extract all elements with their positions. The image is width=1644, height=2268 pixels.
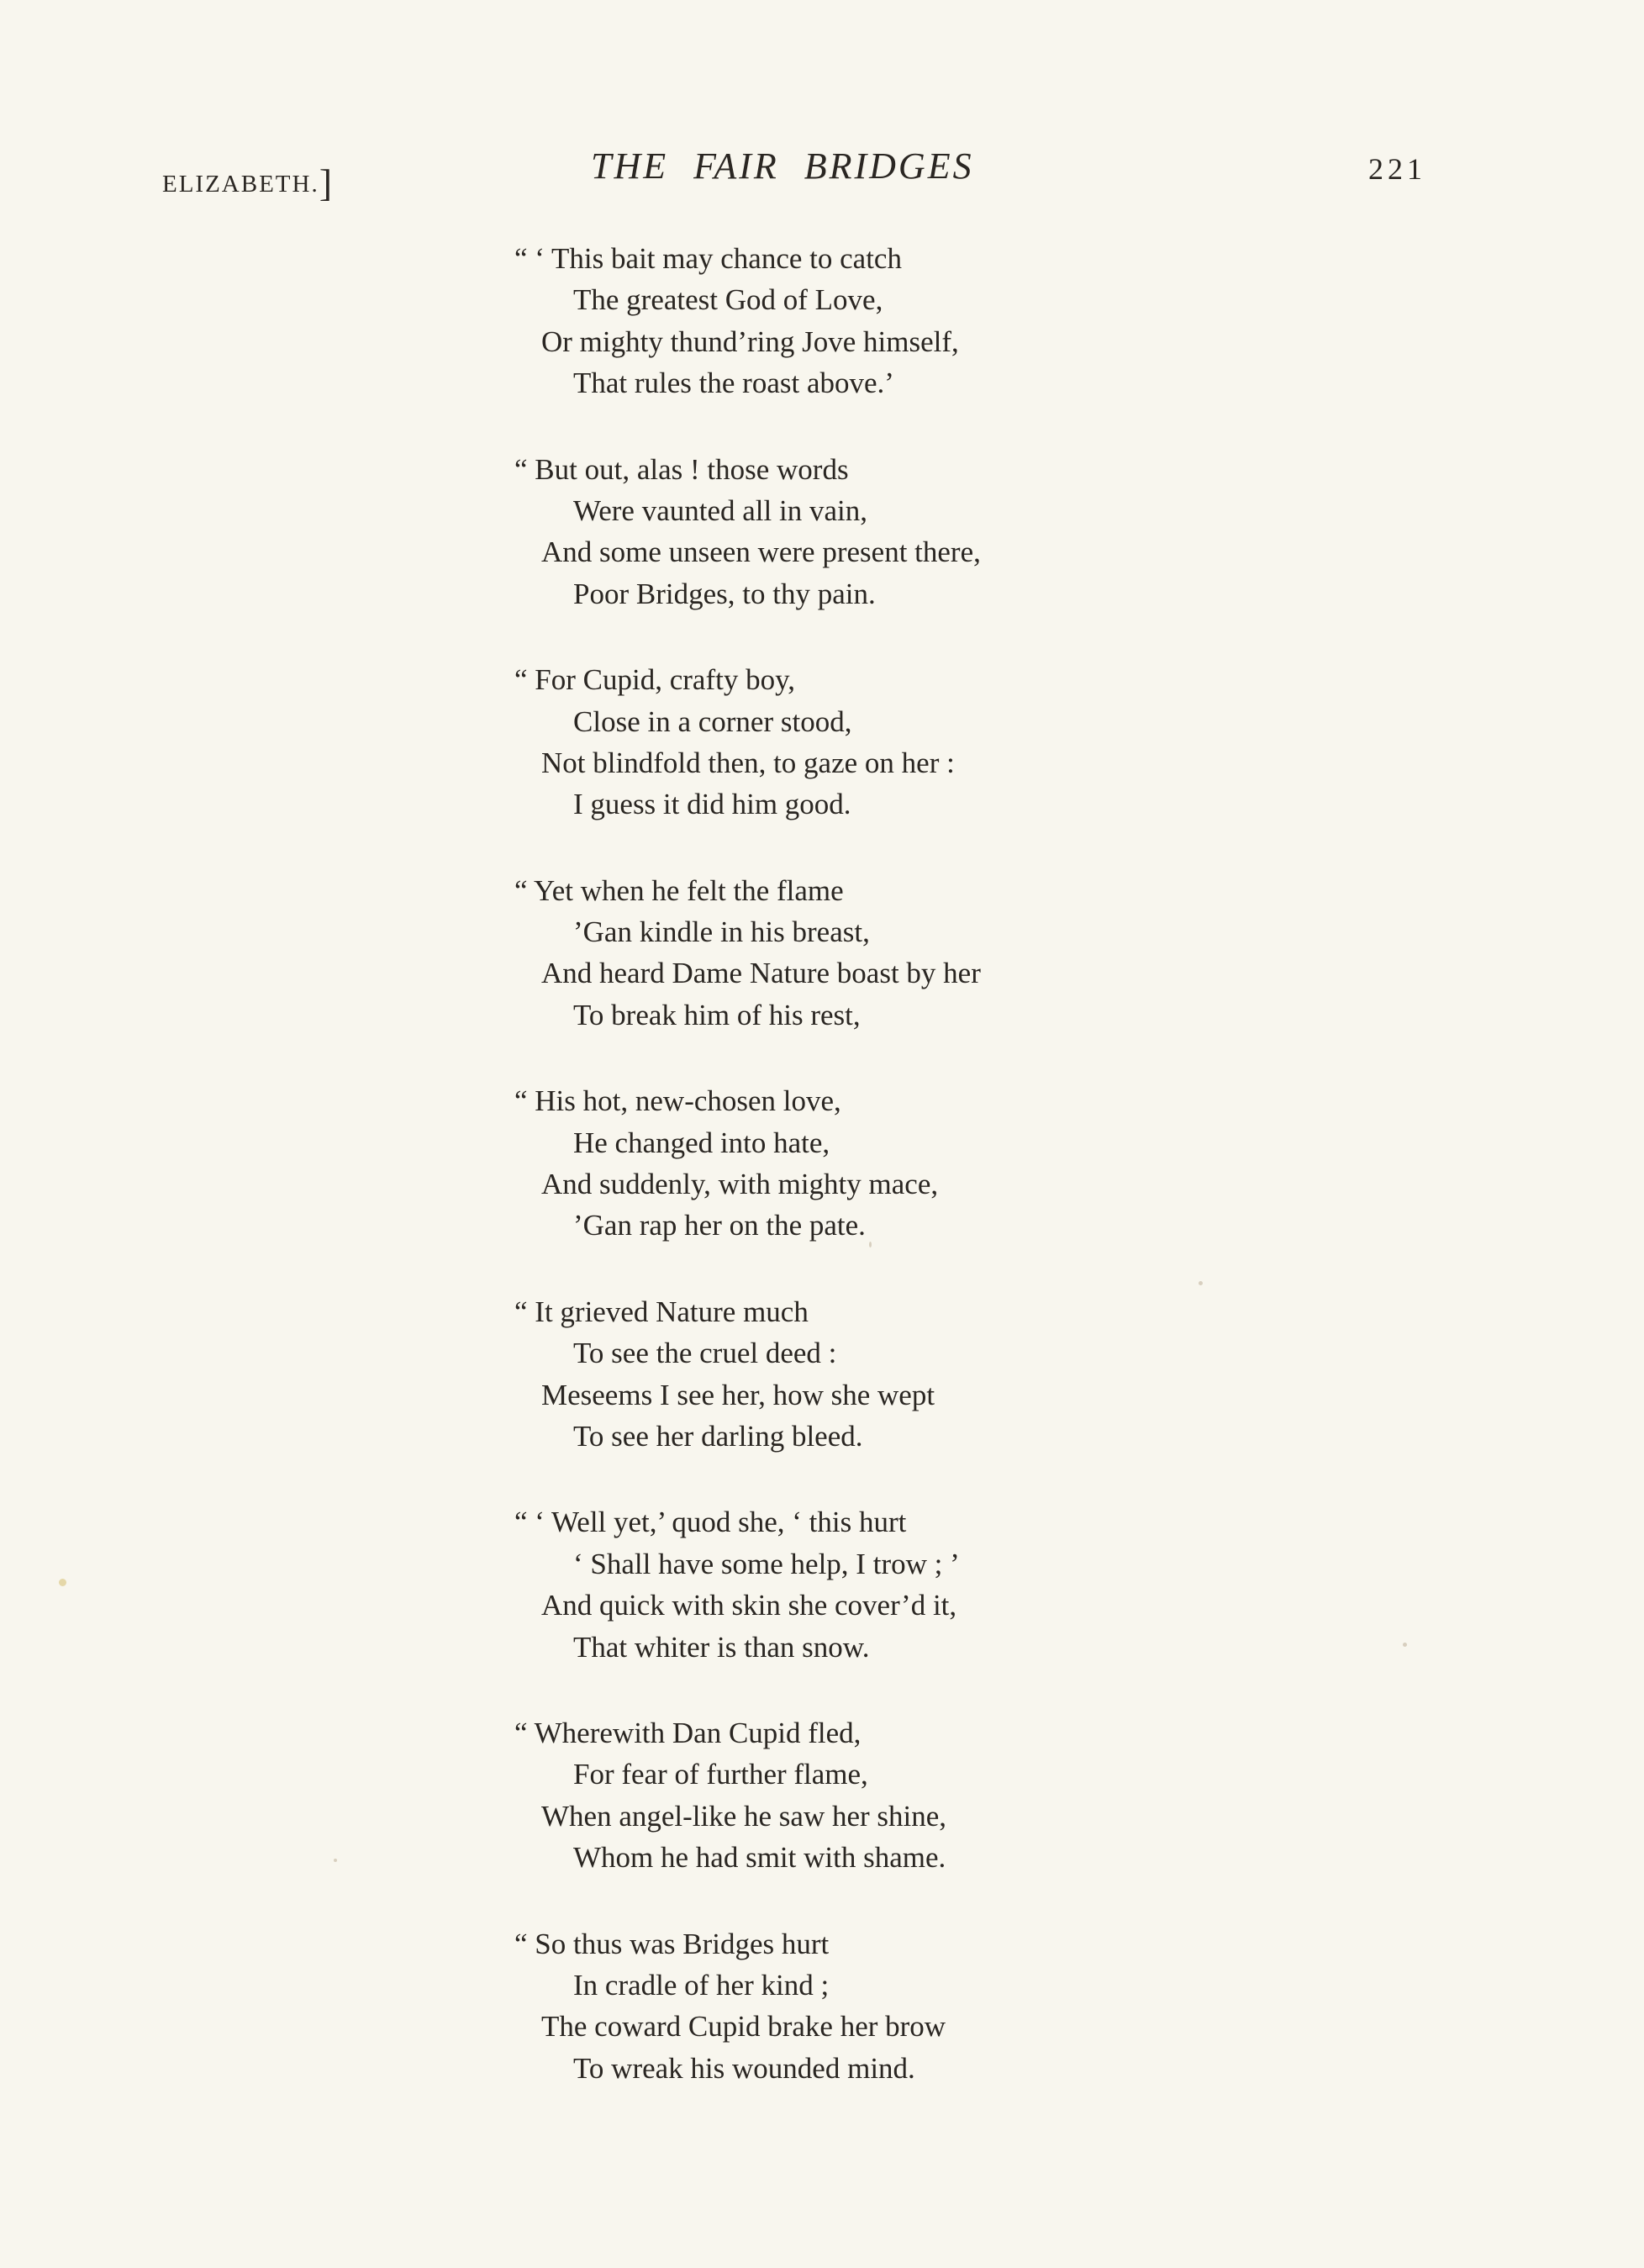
poem-line: Not blindfold then, to gaze on her : bbox=[541, 746, 955, 779]
poem-line: He changed into hate, bbox=[573, 1126, 830, 1159]
poem-line: To see her darling bleed. bbox=[573, 1419, 863, 1453]
page-title: THE FAIR BRIDGES bbox=[591, 145, 974, 187]
poem-line: The greatest God of Love, bbox=[573, 283, 883, 317]
poem bbox=[508, 238, 1181, 2134]
poem-line: That whiter is than snow. bbox=[573, 1630, 870, 1664]
poem-line: “ Wherewith Dan Cupid fled, bbox=[514, 1716, 862, 1749]
poem-line: Meseems I see her, how she wept bbox=[541, 1378, 935, 1411]
poem-line: I guess it did him good. bbox=[573, 788, 851, 821]
poem-line: And heard Dame Nature boast by her bbox=[541, 957, 981, 990]
poem-line: And quick with skin she cover’d it, bbox=[541, 1589, 957, 1622]
poem-line: ‘ Shall have some help, I trow ; ’ bbox=[573, 1547, 960, 1580]
poem-line: Close in a corner stood, bbox=[573, 704, 852, 738]
poem-line: For fear of further flame, bbox=[573, 1758, 868, 1791]
section-name: ELIZABETH. bbox=[162, 171, 319, 198]
paper-speck bbox=[869, 1242, 872, 1247]
poem-line: “ But out, alas ! those words bbox=[514, 452, 849, 486]
poem-line: “ His hot, new-chosen love, bbox=[514, 1084, 841, 1118]
running-head-section bbox=[162, 156, 333, 204]
page-number: 221 bbox=[1368, 152, 1426, 186]
poem-line: “ It grieved Nature much bbox=[514, 1295, 809, 1328]
poem-line: “ So thus was Bridges hurt bbox=[514, 1927, 830, 1960]
poem-line: ’Gan rap her on the pate. bbox=[573, 1209, 866, 1242]
poem-line: That rules the roast above.’ bbox=[573, 367, 894, 400]
poem-line: Whom he had smit with shame. bbox=[573, 1841, 946, 1875]
stanza bbox=[508, 1291, 1181, 1458]
stanza bbox=[508, 870, 1181, 1036]
poem-line: And suddenly, with mighty mace, bbox=[541, 1168, 939, 1201]
poem-line: Were vaunted all in vain, bbox=[573, 493, 867, 527]
poem-line: To wreak his wounded mind. bbox=[573, 2051, 915, 2085]
poem-line: When angel-like he saw her shine, bbox=[541, 1799, 947, 1833]
stanza bbox=[508, 1501, 1181, 1668]
poem-line: Poor Bridges, to thy pain. bbox=[573, 577, 876, 610]
poem-line: The coward Cupid brake her brow bbox=[541, 2010, 946, 2044]
poem-line: Or mighty thund’ring Jove himself, bbox=[541, 324, 959, 358]
paper-speck bbox=[1199, 1281, 1203, 1285]
paper-speck bbox=[334, 1859, 337, 1862]
stanza bbox=[508, 1080, 1181, 1247]
stanza bbox=[508, 1712, 1181, 1879]
stanza bbox=[508, 238, 1181, 404]
poem-line: ’Gan kindle in his breast, bbox=[573, 915, 870, 949]
poem-line: “ ‘ This bait may chance to catch bbox=[514, 242, 902, 275]
poem-line: “ Yet when he felt the flame bbox=[514, 873, 844, 907]
running-head bbox=[0, 145, 1644, 204]
section-bracket: ] bbox=[319, 161, 333, 204]
paper-speck bbox=[59, 1579, 66, 1586]
paper-speck bbox=[1403, 1643, 1407, 1647]
stanza bbox=[508, 449, 1181, 615]
poem-line: To see the cruel deed : bbox=[573, 1337, 837, 1370]
poem-line: To break him of his rest, bbox=[573, 998, 861, 1031]
stanza bbox=[508, 1923, 1181, 2090]
poem-line: And some unseen were present there, bbox=[541, 535, 981, 569]
poem-line: “ For Cupid, crafty boy, bbox=[514, 663, 796, 697]
poem-line: “ ‘ Well yet,’ quod she, ‘ this hurt bbox=[514, 1506, 907, 1539]
stanza bbox=[508, 659, 1181, 825]
poem-line: In cradle of her kind ; bbox=[573, 1968, 830, 2002]
